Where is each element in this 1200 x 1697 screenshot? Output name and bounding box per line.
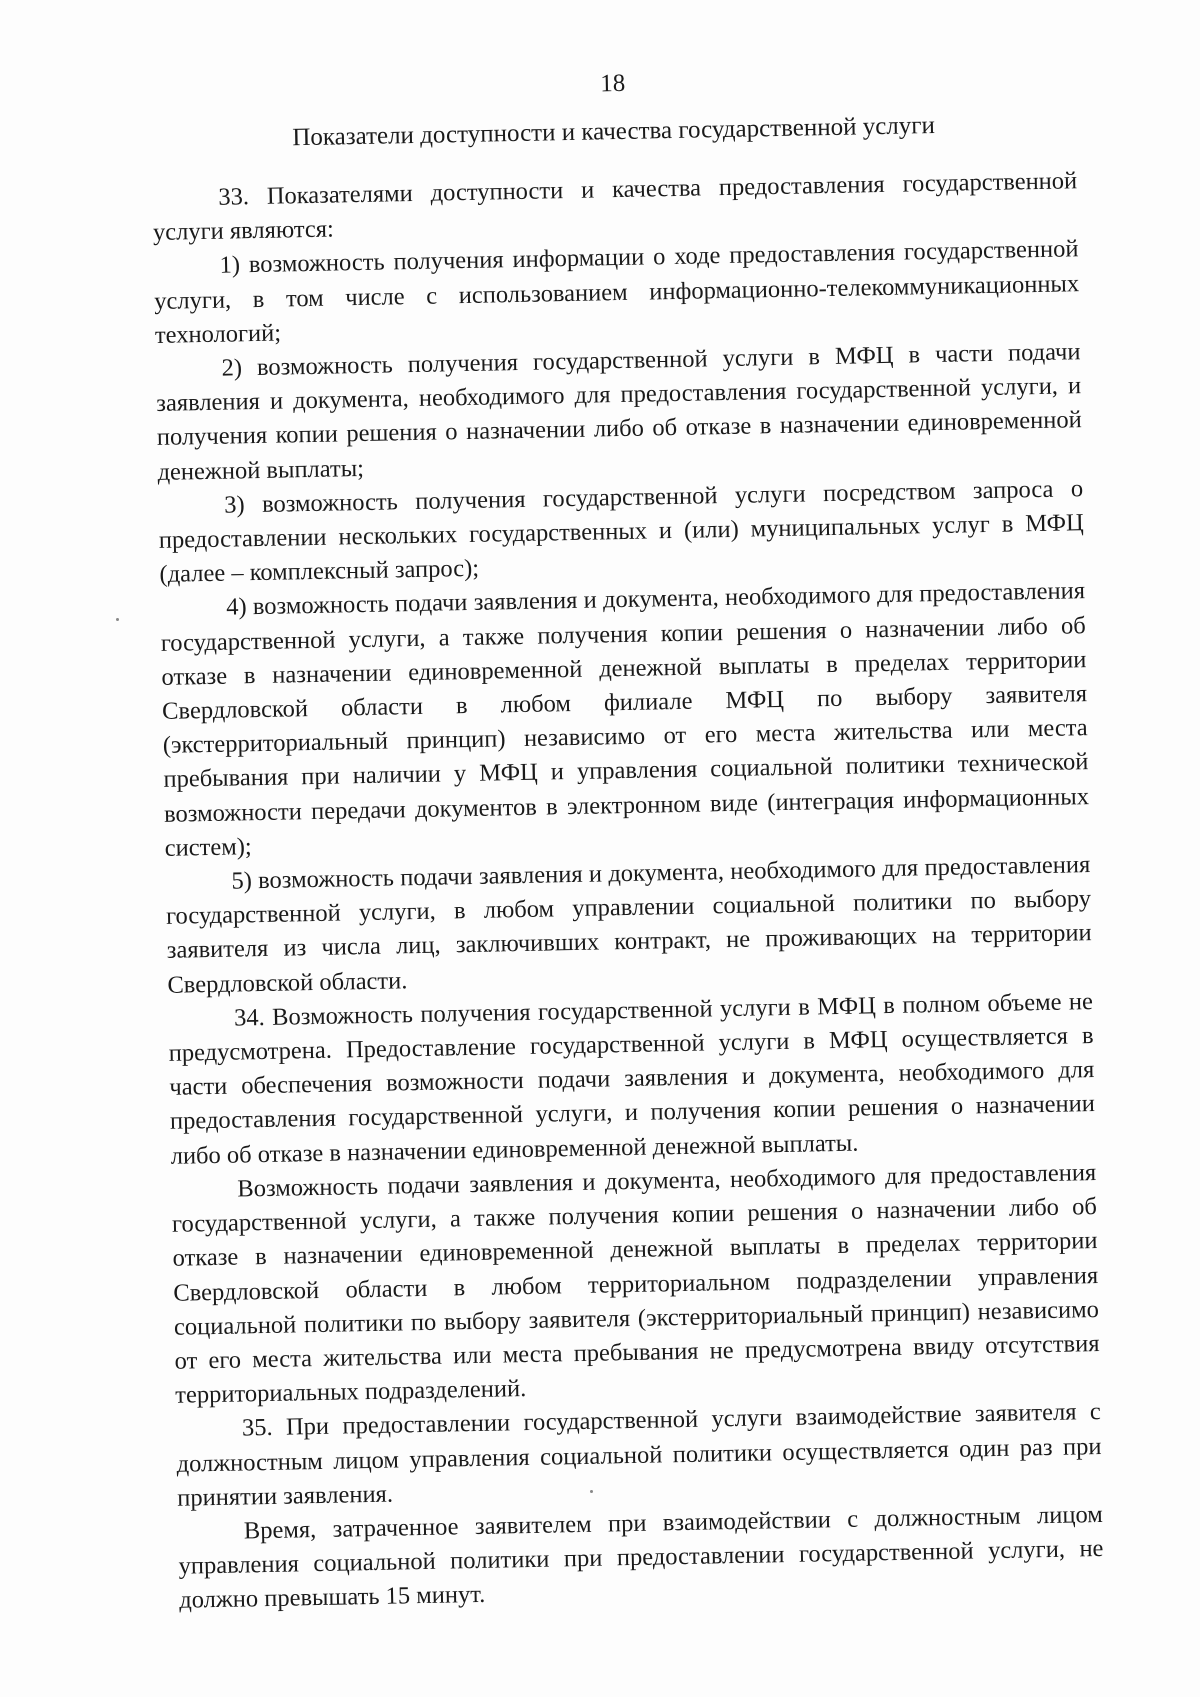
list-item-2: 2) возможность получения государственной услуги в МФЦ в части подачи заявления и документа, необходимого для предоставления государственной услуги, и получения копии решения о назначении либо об отказе в назначении единовременной денежной выплаты; bbox=[155, 338, 1082, 486]
paragraph-33: 33. Показателями доступности и качества предоставления государственной услуги являются: bbox=[152, 167, 1078, 247]
list-item-4: 4) возможность подачи заявления и документа, необходимого для предоставления государственной услуги, а также получения копии решения о назначении либо об отказе в назначении единовременной денежной выплаты в пределах территории Свердловской области в любом филиале МФЦ по выбору заявителя (экстерриториальный принцип) независимо от его места жительства или места пребывания при наличии у МФЦ и управления социальной политики технической возможности передачи документов в электронном виде (интеграция информационных систем); bbox=[160, 577, 1090, 862]
section-title: Показатели доступности и качества государственной услуги bbox=[292, 111, 936, 152]
paragraph-34-continued: Возможность подачи заявления и документа, необходимого для предоставления государственной услуги, а также получения копии решения о назначении либо об отказе в назначении единовременной денежной выплаты в пределах территории Свердловской области в любом территориальном подразделении управления социальной политики по выбору заявителя (экстерриториальный принцип) независимо от его места жительства или места пребывания не предусмотрена ввиду отсутствия территориальных подразделений. bbox=[171, 1158, 1100, 1409]
scan-speck bbox=[116, 618, 119, 621]
paragraph-35-continued: Время, затраченное заявителем при взаимодействии с должностным лицом управления социальной политики при предоставлении государственной услуги, не должно превышать 15 минут. bbox=[178, 1500, 1104, 1615]
list-item-3: 3) возможность получения государственной услуги посредством запроса о предоставлении нескольких государственных и (или) муниципальных услуг в МФЦ (далее – комплексный запрос); bbox=[158, 474, 1084, 589]
page-number: 18 bbox=[599, 69, 626, 98]
scan-speck bbox=[590, 1490, 593, 1493]
page-content bbox=[150, 60, 1104, 1618]
list-item-1: 1) возможность получения информации о ходе предоставления государственной услуги, в том числе с использованием информационно-телекоммуникационных технологий; bbox=[154, 235, 1080, 349]
list-item-5: 5) возможность подачи заявления и документа, необходимого для предоставления государственной услуги, в любом управлении социальной политики по выбору заявителя из числа лиц, заключивших контракт, не проживающих на территории Свердловской области. bbox=[165, 851, 1092, 999]
paragraph-34: 34. Возможность получения государственной услуги в МФЦ в полном объеме не предусмотрена. Предоставление государственной услуги в МФЦ осуществляется в части обеспечения возможности подачи заявления и документа, необходимого для предоставления государственной услуги, и получения копии решения о назначении либо об отказе в назначении единовременной денежной выплаты. bbox=[168, 987, 1096, 1170]
paragraph-35: 35. При предоставлении государственной услуги взаимодействие заявителя с должностным лицом управления социальной политики осуществляется один раз при принятии заявления. bbox=[176, 1398, 1102, 1512]
